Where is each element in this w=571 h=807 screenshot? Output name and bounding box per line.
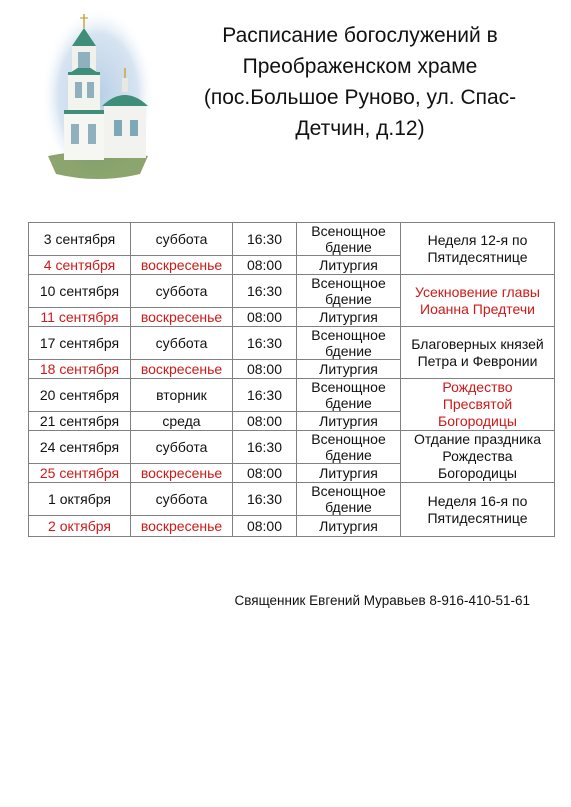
service-cell: Всенощное бдение	[297, 275, 401, 308]
title-line: Расписание богослужений в	[222, 24, 498, 47]
service-cell: Всенощное бдение	[297, 379, 401, 412]
weekday-cell: воскресенье	[131, 360, 233, 379]
feast-line: Усекновение главы	[415, 283, 540, 300]
service-cell: Всенощное бдение	[297, 327, 401, 360]
feast-line: Пятидесятнице	[427, 509, 528, 526]
time-cell: 08:00	[233, 412, 297, 431]
date-cell: 18 сентября	[29, 360, 131, 379]
time-cell: 08:00	[233, 256, 297, 275]
table-row	[29, 275, 555, 308]
title-line: (пос.Большое Руново, ул. Спас-	[203, 86, 517, 109]
feast-cell	[401, 379, 555, 431]
time-cell: 08:00	[233, 308, 297, 327]
weekday-cell: суббота	[131, 483, 233, 516]
weekday-cell: воскресенье	[131, 256, 233, 275]
weekday-cell: суббота	[131, 327, 233, 360]
service-cell: Всенощное бдение	[297, 431, 401, 464]
feast-line: Богородицы	[438, 413, 517, 429]
feast-line: Иоанна Предтечи	[420, 300, 535, 317]
date-cell: 10 сентября	[29, 275, 131, 308]
weekday-cell: среда	[131, 412, 233, 431]
service-cell: Литургия	[297, 464, 401, 483]
title-line: Преображенском храме	[242, 55, 478, 78]
time-cell: 16:30	[233, 327, 297, 360]
table-row	[29, 327, 555, 360]
feast-line: Благоверных князей	[411, 335, 544, 352]
date-cell: 21 сентября	[29, 412, 131, 431]
feast-line: Петра и Февронии	[417, 352, 538, 369]
weekday-cell: суббота	[131, 223, 233, 256]
table-row	[29, 379, 555, 412]
feast-line: Пресвятой	[442, 396, 513, 412]
title-line: Детчин, д.12)	[295, 117, 425, 140]
date-cell: 1 октября	[29, 483, 131, 516]
time-cell: 16:30	[233, 431, 297, 464]
church-photo	[40, 6, 156, 186]
time-cell: 16:30	[233, 275, 297, 308]
service-cell: Литургия	[297, 360, 401, 379]
time-cell: 08:00	[233, 360, 297, 379]
date-cell: 24 сентября	[29, 431, 131, 464]
feast-cell	[401, 483, 555, 537]
service-cell: Литургия	[297, 256, 401, 275]
feast-line: Отдание праздника	[413, 431, 542, 447]
feast-line: Рождества	[442, 448, 513, 464]
feast-line: Богородицы	[438, 465, 517, 481]
weekday-cell: суббота	[131, 431, 233, 464]
date-cell: 20 сентября	[29, 379, 131, 412]
time-cell: 16:30	[233, 379, 297, 412]
weekday-cell: воскресенье	[131, 516, 233, 537]
time-cell: 16:30	[233, 483, 297, 516]
service-cell: Литургия	[297, 516, 401, 537]
weekday-cell: воскресенье	[131, 308, 233, 327]
feast-cell	[401, 275, 555, 327]
page-title	[190, 20, 530, 144]
feast-line: Неделя 12-я по	[427, 231, 528, 248]
feast-line: Неделя 16-я по	[427, 492, 528, 509]
feast-cell	[401, 223, 555, 275]
feast-cell	[401, 431, 555, 483]
service-cell: Литургия	[297, 308, 401, 327]
service-cell: Литургия	[297, 412, 401, 431]
priest-signature: Священник Евгений Муравьев 8-916-410-51-61	[234, 593, 530, 608]
service-cell: Всенощное бдение	[297, 483, 401, 516]
date-cell: 3 сентября	[29, 223, 131, 256]
feast-line: Пятидесятнице	[427, 248, 528, 265]
date-cell: 4 сентября	[29, 256, 131, 275]
weekday-cell: воскресенье	[131, 464, 233, 483]
date-cell: 25 сентября	[29, 464, 131, 483]
date-cell: 11 сентября	[29, 308, 131, 327]
table-row	[29, 431, 555, 464]
feast-line: Рождество	[442, 379, 513, 395]
table-row	[29, 223, 555, 256]
table-row	[29, 483, 555, 516]
feast-cell	[401, 327, 555, 379]
date-cell: 17 сентября	[29, 327, 131, 360]
date-cell: 2 октября	[29, 516, 131, 537]
weekday-cell: суббота	[131, 275, 233, 308]
time-cell: 16:30	[233, 223, 297, 256]
time-cell: 08:00	[233, 516, 297, 537]
weekday-cell: вторник	[131, 379, 233, 412]
schedule-table	[28, 222, 555, 537]
time-cell: 08:00	[233, 464, 297, 483]
service-cell: Всенощное бдение	[297, 223, 401, 256]
